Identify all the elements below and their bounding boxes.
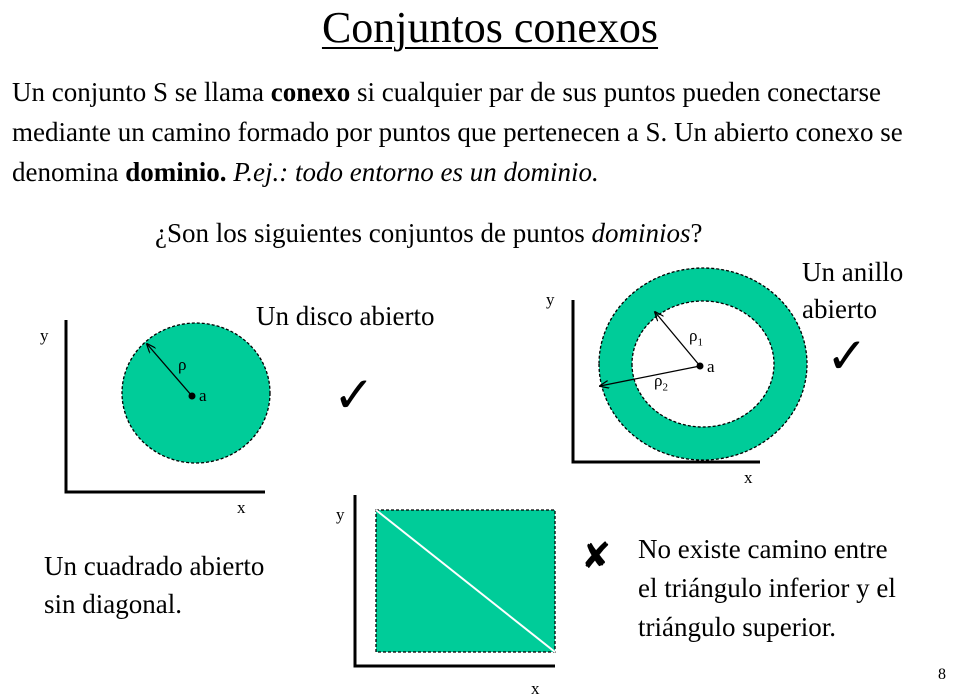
square-axis-y: y [336, 505, 345, 524]
square-label-line2: sin diagonal. [44, 589, 182, 619]
disk-figure [66, 320, 270, 492]
term-conexo: conexo [270, 77, 351, 107]
annulus-center-label: a [707, 357, 715, 376]
annulus-figure [573, 268, 807, 462]
square-explanation-line3: triángulo superior. [638, 612, 836, 642]
annulus-rho2-label: $\rho_2$ [654, 371, 668, 394]
definition-text-1: Un conjunto S se llama [12, 77, 271, 107]
open-disk [122, 323, 270, 463]
example-text: P.ej.: todo entorno es un dominio. [233, 157, 599, 187]
square-figure [355, 495, 555, 666]
disk-center-point [189, 393, 196, 400]
definition-text-2: si cualquier par de sus puntos pueden conectarse mediante un camino formado por puntos que pertenecen a S. Un abierto conexo se denomina [12, 77, 903, 187]
question: ¿Son los siguientes conjuntos de puntos dominios? [155, 218, 703, 248]
page-number: 8 [938, 666, 946, 683]
annulus-center-point [697, 363, 704, 370]
page-title: Conjuntos conexos [321, 3, 659, 52]
disk-center-label: a [199, 386, 207, 405]
annulus-check-icon: ✓ [826, 327, 868, 385]
disk-axis-x: x [237, 498, 246, 517]
term-dominios: dominios [591, 218, 691, 248]
term-dominio: dominio. [125, 157, 227, 187]
disk-axis-y: y [40, 326, 49, 345]
annulus-axis-y: y [546, 290, 555, 309]
disk-radius-label: ρ [178, 355, 187, 374]
square-cross-icon: ✘ [581, 536, 612, 577]
square-label-line1: Un cuadrado abierto [44, 551, 265, 581]
annulus-label-line2: abierto [802, 294, 877, 324]
disk-label: Un disco abierto [256, 301, 435, 331]
disk-check-icon: ✓ [333, 366, 375, 424]
square-explanation-line2: el triángulo inferior y el [638, 573, 896, 603]
annulus-axis-x: x [744, 468, 753, 487]
open-annulus [599, 268, 807, 460]
annulus-rho1-label: $\rho_1$ [689, 326, 703, 349]
square-explanation-line1: No existe camino entre [638, 534, 888, 564]
square-axis-x: x [531, 679, 540, 698]
annulus-label-line1: Un anillo [802, 257, 904, 287]
